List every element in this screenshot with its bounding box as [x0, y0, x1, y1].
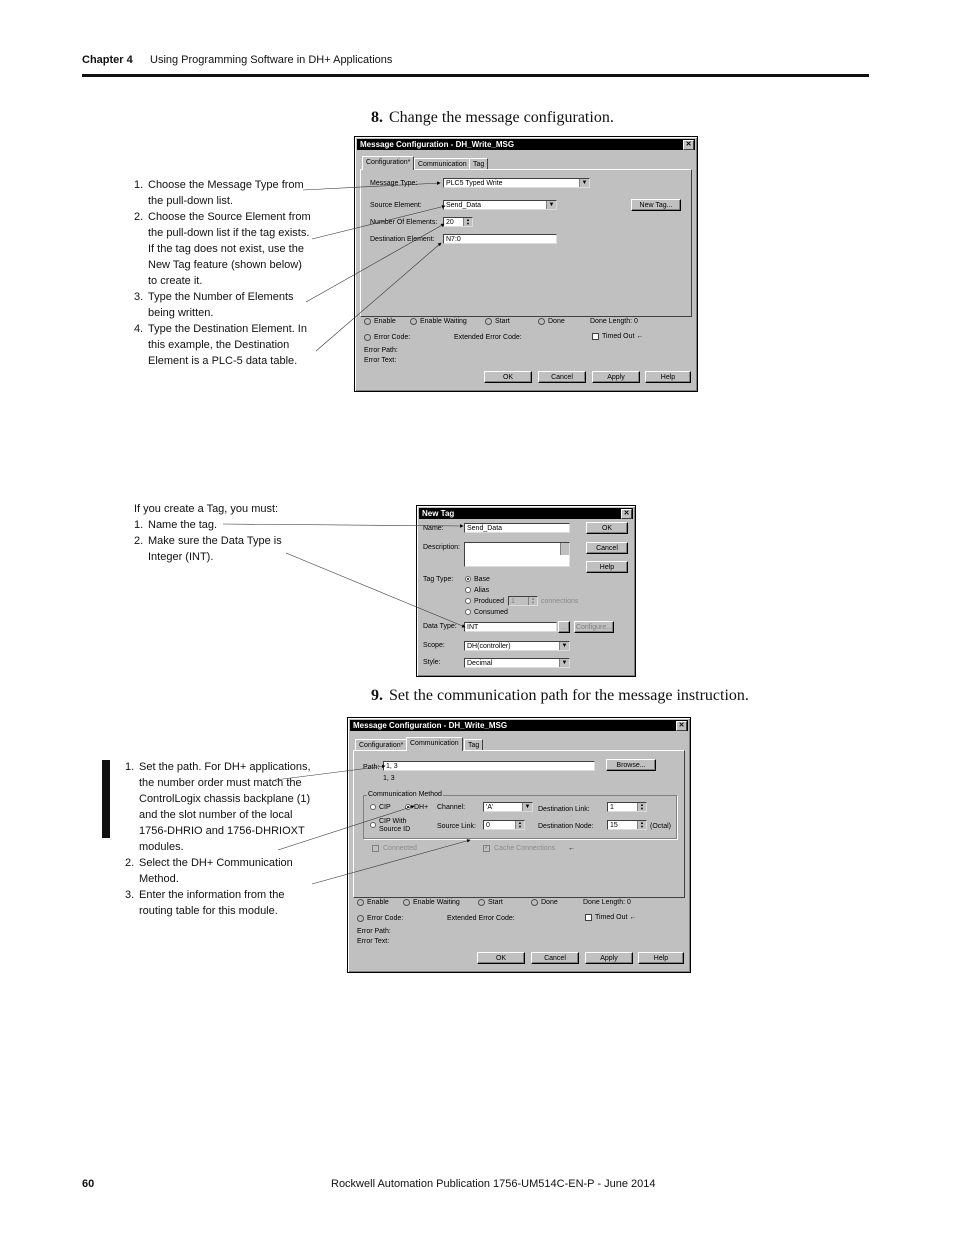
tag-type-alias-radio[interactable]	[465, 587, 471, 593]
done-indicator	[531, 899, 538, 906]
scope-label: Scope:	[423, 642, 445, 649]
tag-type-base-radio[interactable]	[465, 576, 471, 582]
dialog-titlebar: Message Configuration - DH_Write_MSG ✕	[357, 139, 695, 150]
enable-label: Enable	[367, 899, 389, 906]
tag-type-consumed-radio[interactable]	[465, 609, 471, 615]
ok-button[interactable]: OK	[477, 952, 525, 964]
message-config-comm-dialog	[347, 717, 691, 973]
produced-count-input[interactable]: 1 ▲ ▼	[508, 596, 538, 606]
page-number: 60	[82, 1178, 95, 1190]
enable-waiting-label: Enable Waiting	[413, 899, 460, 906]
close-icon[interactable]: ✕	[676, 721, 687, 731]
cip-with-source-id-radio[interactable]	[370, 822, 376, 828]
tab-communication[interactable]: Communication	[414, 158, 471, 170]
timed-out-label: Timed Out ←	[595, 914, 637, 921]
spinner-icon[interactable]: ▲ ▼	[515, 821, 524, 829]
enable-indicator	[357, 899, 364, 906]
destination-node-label: Destination Node:	[538, 823, 594, 830]
extended-error-label: Extended Error Code:	[454, 334, 522, 341]
note-item: 2. Make sure the Data Type is Integer (INT).	[134, 535, 282, 563]
description-input[interactable]	[464, 542, 570, 567]
header-rule	[82, 74, 869, 77]
close-icon[interactable]: ✕	[621, 509, 632, 519]
error-code-indicator	[364, 334, 371, 341]
configure-button[interactable]: Configure...	[574, 621, 614, 633]
chevron-down-icon[interactable]: ▼	[522, 803, 532, 811]
chapter-label: Chapter 4	[82, 54, 133, 66]
cip-with-source-id-label: CIP With Source ID	[379, 818, 411, 833]
channel-label: Channel:	[437, 804, 466, 811]
error-text-label: Error Text:	[357, 938, 390, 945]
enable-indicator	[364, 318, 371, 325]
spinner-icon[interactable]: ▲ ▼	[637, 821, 646, 829]
tag-type-label: Tag Type:	[423, 576, 454, 583]
connected-label: Connected	[383, 845, 417, 852]
number-of-elements-label: Number Of Elements:	[370, 219, 438, 226]
destination-link-label: Destination Link:	[538, 806, 590, 813]
path-label: Path:	[363, 764, 380, 771]
style-label: Style:	[423, 659, 441, 666]
tag-type-base-label: Base	[474, 576, 490, 583]
name-label: Name:	[423, 525, 444, 532]
new-tag-intro: If you create a Tag, you must:	[134, 503, 279, 515]
apply-button[interactable]: Apply	[585, 952, 633, 964]
timed-out-checkbox[interactable]	[592, 333, 599, 340]
done-length: Done Length: 0	[590, 318, 638, 325]
tag-type-consumed-label: Consumed	[474, 609, 508, 616]
chevron-down-icon[interactable]: ▼	[546, 201, 556, 209]
chevron-down-icon[interactable]: ▼	[559, 659, 569, 667]
help-button[interactable]: Help	[645, 371, 691, 383]
spinner-icon[interactable]: ▲ ▼	[463, 218, 472, 226]
source-element-label: Source Element:	[370, 202, 422, 209]
done-indicator	[538, 318, 545, 325]
cancel-button[interactable]: Cancel	[586, 542, 628, 554]
start-label: Start	[488, 899, 503, 906]
spinner-icon[interactable]: ▲ ▼	[637, 803, 646, 811]
destination-node-input[interactable]: 15 ▲ ▼	[607, 820, 647, 830]
tab-configuration[interactable]: Configuration*	[355, 739, 407, 751]
start-indicator	[478, 899, 485, 906]
note-item: 1. Set the path. For DH+ applications, the number order must match the ControlLogix chassis backplane (1) and the slot number of the local 1756-DHRIO and 1756-DHRIOXT modules.	[125, 761, 311, 853]
message-type-label: Message Type:	[370, 180, 418, 187]
tab-configuration[interactable]: Configuration*	[362, 156, 414, 170]
note-item: 4. Type the Destination Element. In this example, the Destination Element is a PLC-5 data table.	[134, 323, 307, 367]
message-type-select[interactable]: PLC5 Typed Write ▼	[443, 178, 590, 188]
tag-type-produced-label: Produced	[474, 598, 504, 605]
dialog-titlebar: Message Configuration - DH_Write_MSG ✕	[350, 720, 688, 731]
extended-error-label: Extended Error Code:	[447, 915, 515, 922]
data-type-input[interactable]: INT	[464, 622, 557, 632]
source-element-select[interactable]: Send_Data ▼	[443, 200, 557, 210]
connections-label: connections	[541, 598, 579, 605]
new-tag-button[interactable]: New Tag...	[631, 199, 681, 211]
cancel-button[interactable]: Cancel	[538, 371, 586, 383]
tab-tag[interactable]: Tag	[469, 158, 488, 170]
note-item: 2. Select the DH+ Communication Method.	[125, 857, 293, 885]
enable-label: Enable	[374, 318, 396, 325]
cache-connections-checkbox[interactable]: ✓	[484, 845, 490, 851]
name-input[interactable]: Send_Data	[464, 523, 570, 533]
done-length: Done Length: 0	[583, 899, 631, 906]
step-8: 8. Change the message configuration.	[371, 109, 614, 126]
description-label: Description:	[423, 544, 460, 551]
browse-button[interactable]: Browse...	[606, 759, 656, 771]
timed-out-label: Timed Out ←	[602, 333, 644, 340]
publication-info: Rockwell Automation Publication 1756-UM514C-EN-P - June 2014	[331, 1178, 656, 1190]
error-code-label: Error Code:	[374, 334, 411, 341]
number-of-elements-input[interactable]: 20 ▲ ▼	[443, 217, 473, 227]
dhplus-radio[interactable]	[405, 804, 411, 810]
path-input[interactable]: 1, 3	[383, 761, 595, 771]
start-indicator	[485, 318, 492, 325]
destination-element-label: Destination Element:	[370, 236, 435, 243]
help-button[interactable]: Help	[638, 952, 684, 964]
octal-label: (Octal)	[650, 823, 671, 830]
timed-out-checkbox[interactable]	[585, 914, 592, 921]
chevron-down-icon[interactable]: ▼	[579, 179, 589, 187]
note-item: 3. Enter the information from the routing table for this module.	[125, 889, 285, 917]
path-echo: 1, 3	[383, 775, 395, 782]
enable-waiting-indicator	[410, 318, 417, 325]
step-9: 9. Set the communication path for the message instruction.	[371, 687, 749, 704]
ok-button[interactable]: OK	[586, 522, 628, 534]
error-code-indicator	[357, 915, 364, 922]
error-path-label: Error Path:	[364, 347, 398, 354]
style-select[interactable]: Decimal ▼	[464, 658, 570, 668]
connected-checkbox[interactable]	[372, 845, 379, 852]
source-link-label: Source Link:	[437, 823, 476, 830]
apply-button[interactable]: Apply	[592, 371, 640, 383]
note-item: 2. Choose the Source Element from the pull-down list if the tag exists. If the tag does not exist, use the New Tag feature (shown below) to create it.	[134, 211, 311, 287]
data-type-label: Data Type:	[423, 623, 457, 630]
note-item: 1. Choose the Message Type from the pull-down list.	[134, 179, 304, 207]
dialog-titlebar: New Tag ✕	[419, 508, 633, 519]
done-label: Done	[548, 318, 565, 325]
cip-radio[interactable]	[370, 804, 376, 810]
cancel-button[interactable]: Cancel	[531, 952, 579, 964]
dhplus-label: DH+	[414, 804, 429, 811]
data-type-browse-button[interactable]: ...	[558, 621, 570, 633]
scrollbar-icon[interactable]	[560, 543, 569, 555]
error-code-label: Error Code:	[367, 915, 404, 922]
chevron-down-icon[interactable]: ▼	[559, 642, 569, 650]
close-icon[interactable]: ✕	[683, 140, 694, 150]
arrow-left-icon: ←	[568, 845, 575, 852]
error-path-label: Error Path:	[357, 928, 391, 935]
change-bar	[102, 760, 110, 838]
scope-select[interactable]: DH(controller) ▼	[464, 641, 570, 651]
note-item: 1. Name the tag.	[134, 519, 218, 531]
message-config-dialog	[354, 136, 698, 392]
start-label: Start	[495, 318, 510, 325]
tab-communication[interactable]: Communication	[406, 737, 463, 751]
cip-label: CIP	[379, 804, 391, 811]
channel-select[interactable]: 'A' ▼	[483, 802, 533, 812]
enable-waiting-indicator	[403, 899, 410, 906]
ok-button[interactable]: OK	[484, 371, 532, 383]
step-8-notes	[134, 177, 312, 369]
chapter-title: Using Programming Software in DH+ Applications	[150, 54, 393, 66]
destination-link-input[interactable]: 1 ▲ ▼	[607, 802, 647, 812]
note-item: 3. Type the Number of Elements being written.	[134, 291, 294, 319]
enable-waiting-label: Enable Waiting	[420, 318, 467, 325]
help-button[interactable]: Help	[586, 561, 628, 573]
communication-method-label: Communication Method	[368, 791, 442, 798]
done-label: Done	[541, 899, 558, 906]
step-9-notes	[125, 759, 311, 919]
spinner-icon[interactable]: ▲ ▼	[528, 597, 537, 605]
new-tag-notes	[134, 501, 312, 565]
tab-tag[interactable]: Tag	[464, 739, 483, 751]
error-text-label: Error Text:	[364, 357, 397, 364]
destination-element-input[interactable]: N7:0	[443, 234, 557, 244]
tag-type-produced-radio[interactable]	[465, 598, 471, 604]
cache-connections-label: Cache Connections	[494, 845, 556, 852]
source-link-input[interactable]: 0 ▲ ▼	[483, 820, 525, 830]
tag-type-alias-label: Alias	[474, 587, 490, 594]
new-tag-dialog	[416, 505, 636, 677]
